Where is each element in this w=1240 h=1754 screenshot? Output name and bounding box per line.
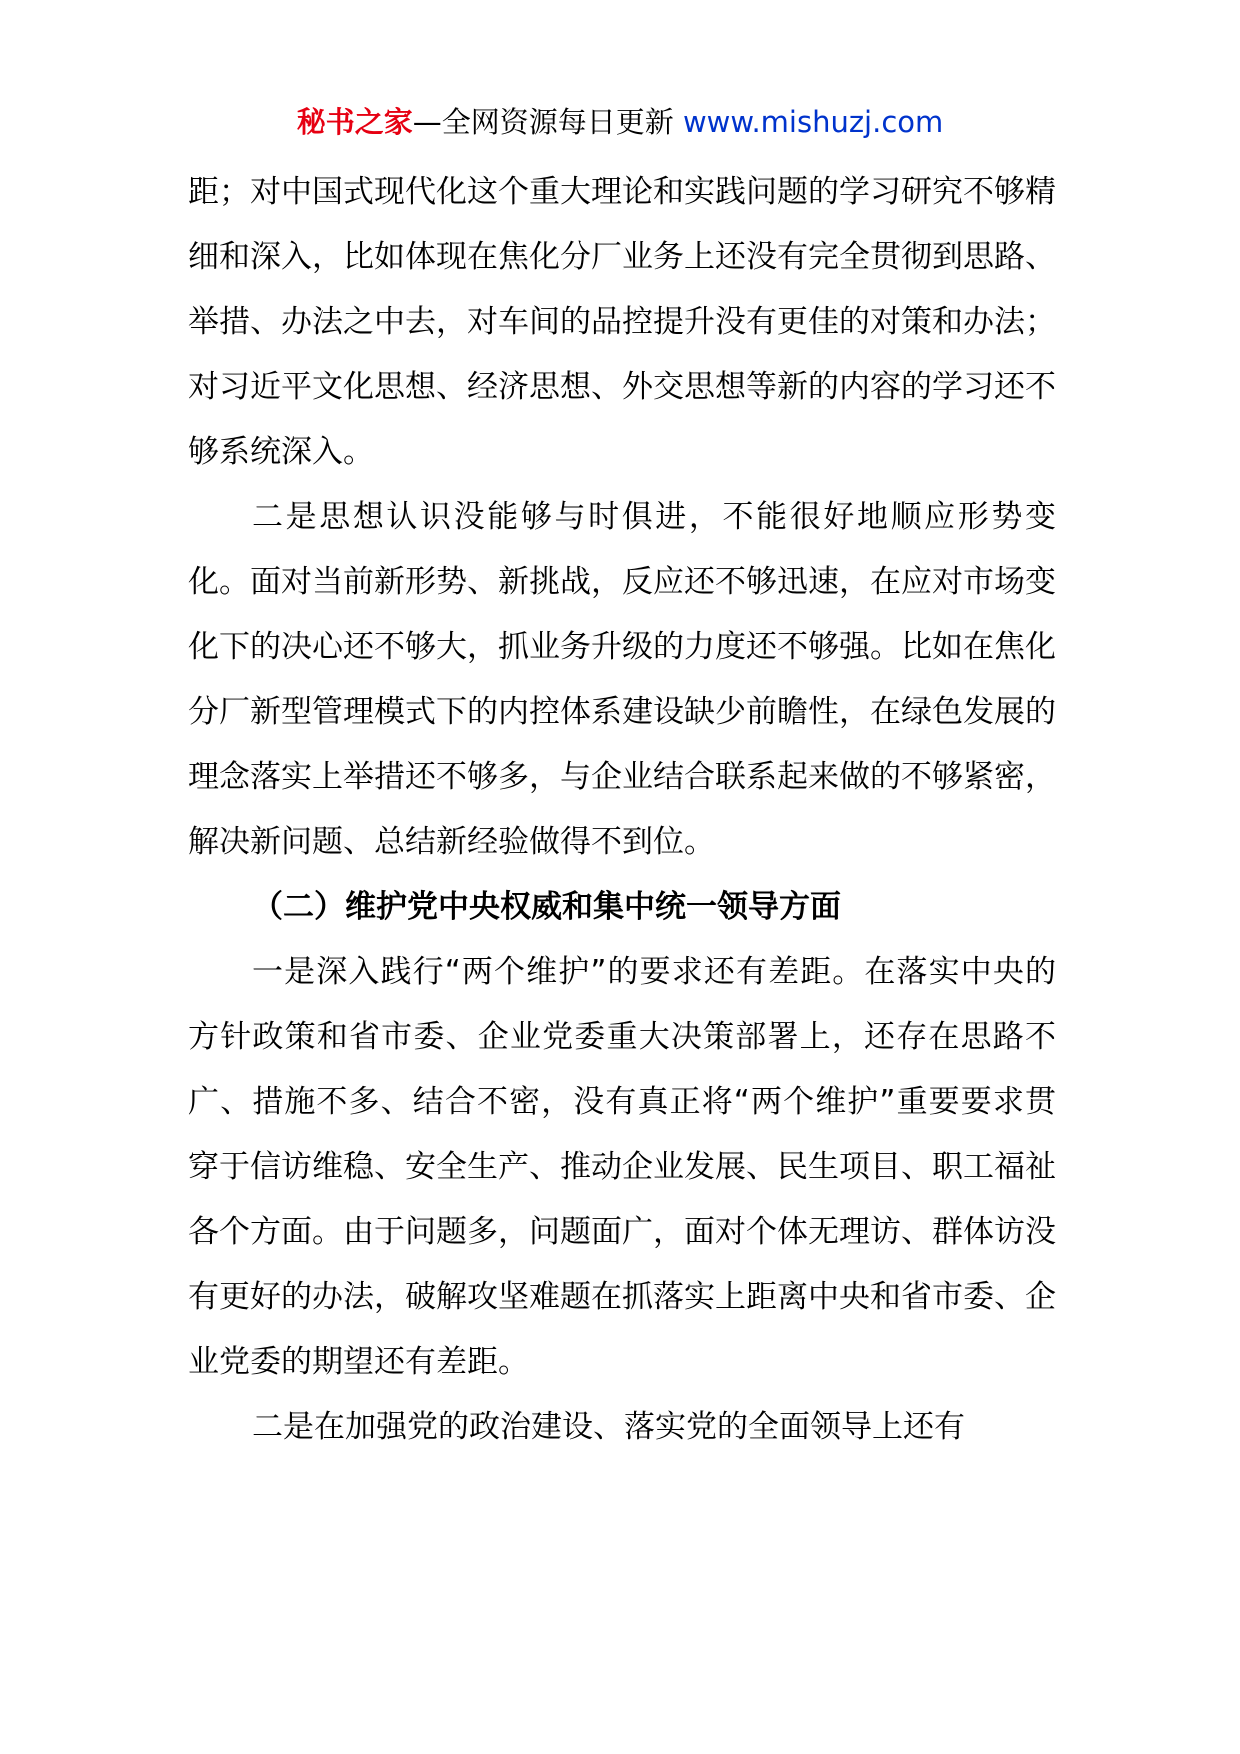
brand-name: 秘书之家 — [296, 105, 413, 139]
watermark-header — [0, 102, 1240, 142]
paragraph-continuation: 距；对中国式现代化这个重大理论和实践问题的学习研究不够精细和深入，比如体现在焦化分厂业务上还没有完全贯彻到思路、举措、办法之中去，对车间的品控提升没有更佳的对策和办法；对习近平文化思想、经济思想、外交思想等新的内容的学习还不够系统深入。 — [188, 174, 1056, 470]
paragraph-second-point-start: 二是在加强党的政治建设、落实党的全面领导上还有 — [252, 1409, 965, 1445]
header-url[interactable]: www.mishuzj.com — [682, 105, 944, 139]
paragraph-first-point: 一是深入践行“两个维护”的要求还有差距。在落实中央的方针政策和省市委、企业党委重大决策部署上，还存在思路不广、措施不多、结合不密，没有真正将“两个维护”重要要求贯穿于信访维稳、安全生产、推动企业发展、民生项目、职工福祉各个方面。由于问题多，问题面广，面对个体无理访、群体访没有更好的办法，破解攻坚难题在抓落实上距离中央和省市委、企业党委的期望还有差距。 — [188, 954, 1056, 1380]
header-tagline: —全网资源每日更新 — [412, 105, 683, 139]
paragraph-second-point: 二是思想认识没能够与时俱进，不能很好地顺应形势变化。面对当前新形势、新挑战，反应还不够迅速，在应对市场变化下的决心还不够大，抓业务升级的力度还不够强。比如在焦化分厂新型管理模式下的内控体系建设缺少前瞻性，在绿色发展的理念落实上举措还不够多，与企业结合联系起来做的不够紧密，解决新问题、总结新经验做得不到位。 — [188, 499, 1056, 860]
document-body — [188, 160, 1056, 1460]
section-heading: （二）维护党中央权威和集中统一领导方面 — [252, 889, 841, 925]
